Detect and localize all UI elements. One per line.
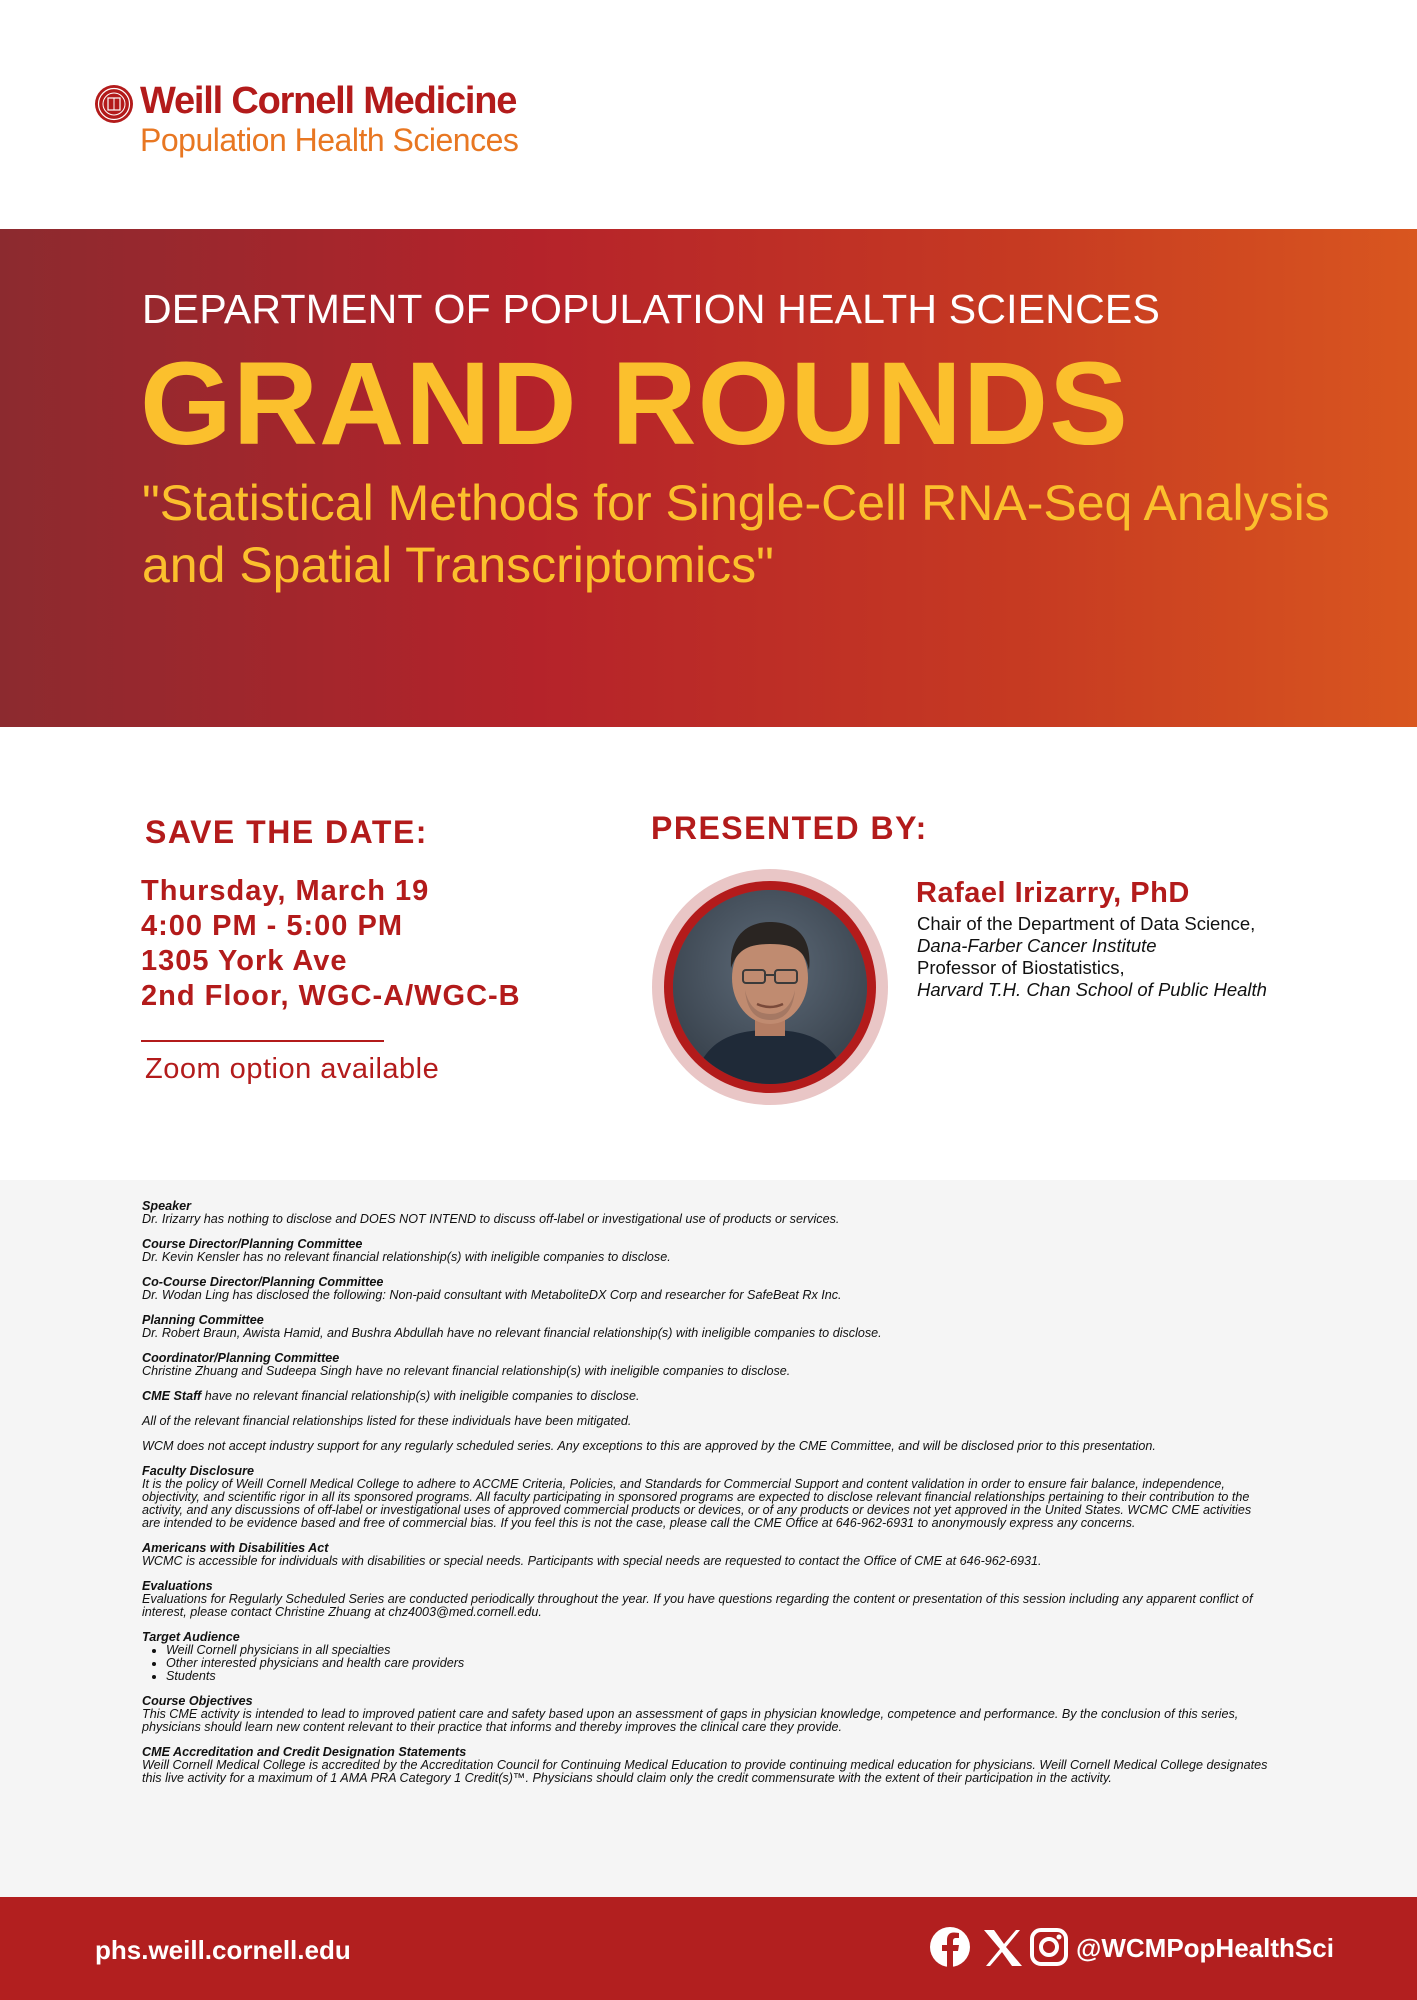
presented-by-label: PRESENTED BY: — [651, 810, 928, 846]
x-icon[interactable] — [984, 1930, 1022, 1966]
speaker-org-1: Dana-Farber Cancer Institute — [917, 935, 1157, 956]
disclosure-block: Course Objectives This CME activity is intended to lead to improved patient care and safety based upon an assessment of gaps in physician knowledge, competence and performance. By the conclusion of this series, physicians should learn new content relevant to their practice that informs and thereby improves the clinical care they provide. — [142, 1694, 1239, 1734]
footer-bar — [0, 1897, 1417, 2000]
talk-title: "Statistical Methods for Single-Cell RNA-Seq Analysis and Spatial Transcriptomics" — [142, 475, 1330, 593]
list-item: • Other interested physicians and health care providers — [166, 1657, 1272, 1670]
disclosure-text — [142, 1200, 1272, 1797]
event-date: Thursday, March 19 — [141, 875, 430, 907]
list-item: • Students — [166, 1670, 1272, 1683]
wcm-logo — [94, 80, 614, 164]
divider — [141, 1040, 384, 1042]
speaker-photo-frame — [652, 869, 888, 1105]
speaker-name: Rafael Irizarry, PhD — [916, 877, 1190, 909]
disclosure-block: Coordinator/Planning Committee Christine Zhuang and Sudeepa Singh have no relevant financial relationship(s) with ineligible companies to disclose. — [142, 1351, 791, 1378]
disclosure-block: Faculty Disclosure It is the policy of Weill Cornell Medical College to adhere to ACCME Criteria, Policies, and Standards for Commercial Support and content validation in order to ensure fair balance, independence, objectivity, and scientific rigor in all its sponsored programs. All faculty participating in sponsored programs are expected to disclose relevant financial relationships pertaining to their contribution to the activity, and any discussions of off-label or investigational uses of approved commercial products or devices, or of any products or devices not yet approved in the United States. WCMC CME activities are intended to be evidence based and free of commercial bias. If you feel this is not the case, please call the CME Office at 646-962-6931 to anonymously express any concerns. — [142, 1464, 1252, 1530]
cornell-seal-icon — [94, 84, 134, 124]
speaker-photo — [673, 890, 867, 1084]
event-address: 1305 York Ave — [141, 945, 348, 977]
audience-list — [142, 1644, 1272, 1683]
event-heading: GRAND ROUNDS — [140, 338, 1129, 470]
speaker-role-2: Professor of Biostatistics, — [917, 957, 1125, 978]
website-link[interactable]: phs.weill.cornell.edu — [95, 1935, 351, 1965]
disclosure-block: Planning Committee Dr. Robert Braun, Awista Hamid, and Bushra Abdullah have no relevant financial relationship(s) with ineligible companies to disclose. — [142, 1313, 882, 1340]
speaker-role-1: Chair of the Department of Data Science, — [917, 913, 1256, 934]
disclosure-block: Course Director/Planning Committee Dr. Kevin Kensler has no relevant financial relationship(s) with ineligible companies to disclose. — [142, 1237, 671, 1264]
department-name: DEPARTMENT OF POPULATION HEALTH SCIENCES — [142, 286, 1160, 332]
facebook-icon[interactable] — [930, 1927, 970, 1967]
disclosure-block: Co-Course Director/Planning Committee Dr. Wodan Ling has disclosed the following: Non-paid consultant with MetaboliteDX Corp and researcher for SafeBeat Rx Inc. — [142, 1275, 842, 1302]
event-details — [141, 874, 521, 1014]
disclosure-block: Speaker Dr. Irizarry has nothing to disclose and DOES NOT INTEND to discuss off-label or investigational use of products or services. — [142, 1199, 840, 1226]
speaker-portrait-icon — [673, 890, 867, 1084]
logo-title: Weill Cornell Medicine — [140, 80, 517, 122]
zoom-note: Zoom option available — [145, 1053, 440, 1085]
instagram-icon[interactable] — [1032, 1930, 1066, 1964]
list-item: • Weill Cornell physicians in all specialties — [166, 1644, 1272, 1657]
target-audience-block: Target Audience • Weill Cornell physicians in all specialties • Other interested physicians and health care providers • Students — [142, 1631, 1272, 1683]
disclosure-block: Americans with Disabilities Act WCMC is accessible for individuals with disabilities or special needs. Participants with special needs are requested to contact the Office of CME at 646-962-6931. — [142, 1541, 1042, 1568]
event-room: 2nd Floor, WGC-A/WGC-B — [141, 980, 521, 1012]
social-icons — [930, 1924, 1070, 1974]
cme-staff-block: CME Staff have no relevant financial relationship(s) with ineligible companies to disclose. — [142, 1389, 640, 1403]
social-handle[interactable]: @WCMPopHealthSci — [1076, 1933, 1334, 1963]
mitigated-note: All of the relevant financial relationships listed for these individuals have been mitigated. — [142, 1414, 632, 1428]
speaker-org-2: Harvard T.H. Chan School of Public Health — [917, 979, 1267, 1000]
speaker-affiliations — [917, 913, 1267, 1001]
disclosure-block: CME Accreditation and Credit Designation Statements Weill Cornell Medical College is accredited by the Accreditation Council for Continuing Medical Education to provide continuing medical education for physicians. Weill Cornell Medical College designates this live activity for a maximum of 1 AMA PRA Category 1 Credit(s)™. Physicians should claim only the credit commensurate with the extent of their participation in the activity. — [142, 1745, 1268, 1785]
logo-subtitle: Population Health Sciences — [140, 122, 519, 158]
industry-note: WCM does not accept industry support for any regularly scheduled series. Any exceptions to this are approved by the CME Committee, and will be disclosed prior to this presentation. — [142, 1439, 1156, 1453]
event-time: 4:00 PM - 5:00 PM — [141, 910, 403, 942]
save-the-date-label: SAVE THE DATE: — [145, 814, 428, 850]
disclosure-block: Evaluations Evaluations for Regularly Scheduled Series are conducted periodically throughout the year. If you have questions regarding the content or presentation of this session including any apparent conflict of interest, please contact Christine Zhuang at chz4003@med.cornell.edu. — [142, 1579, 1253, 1619]
